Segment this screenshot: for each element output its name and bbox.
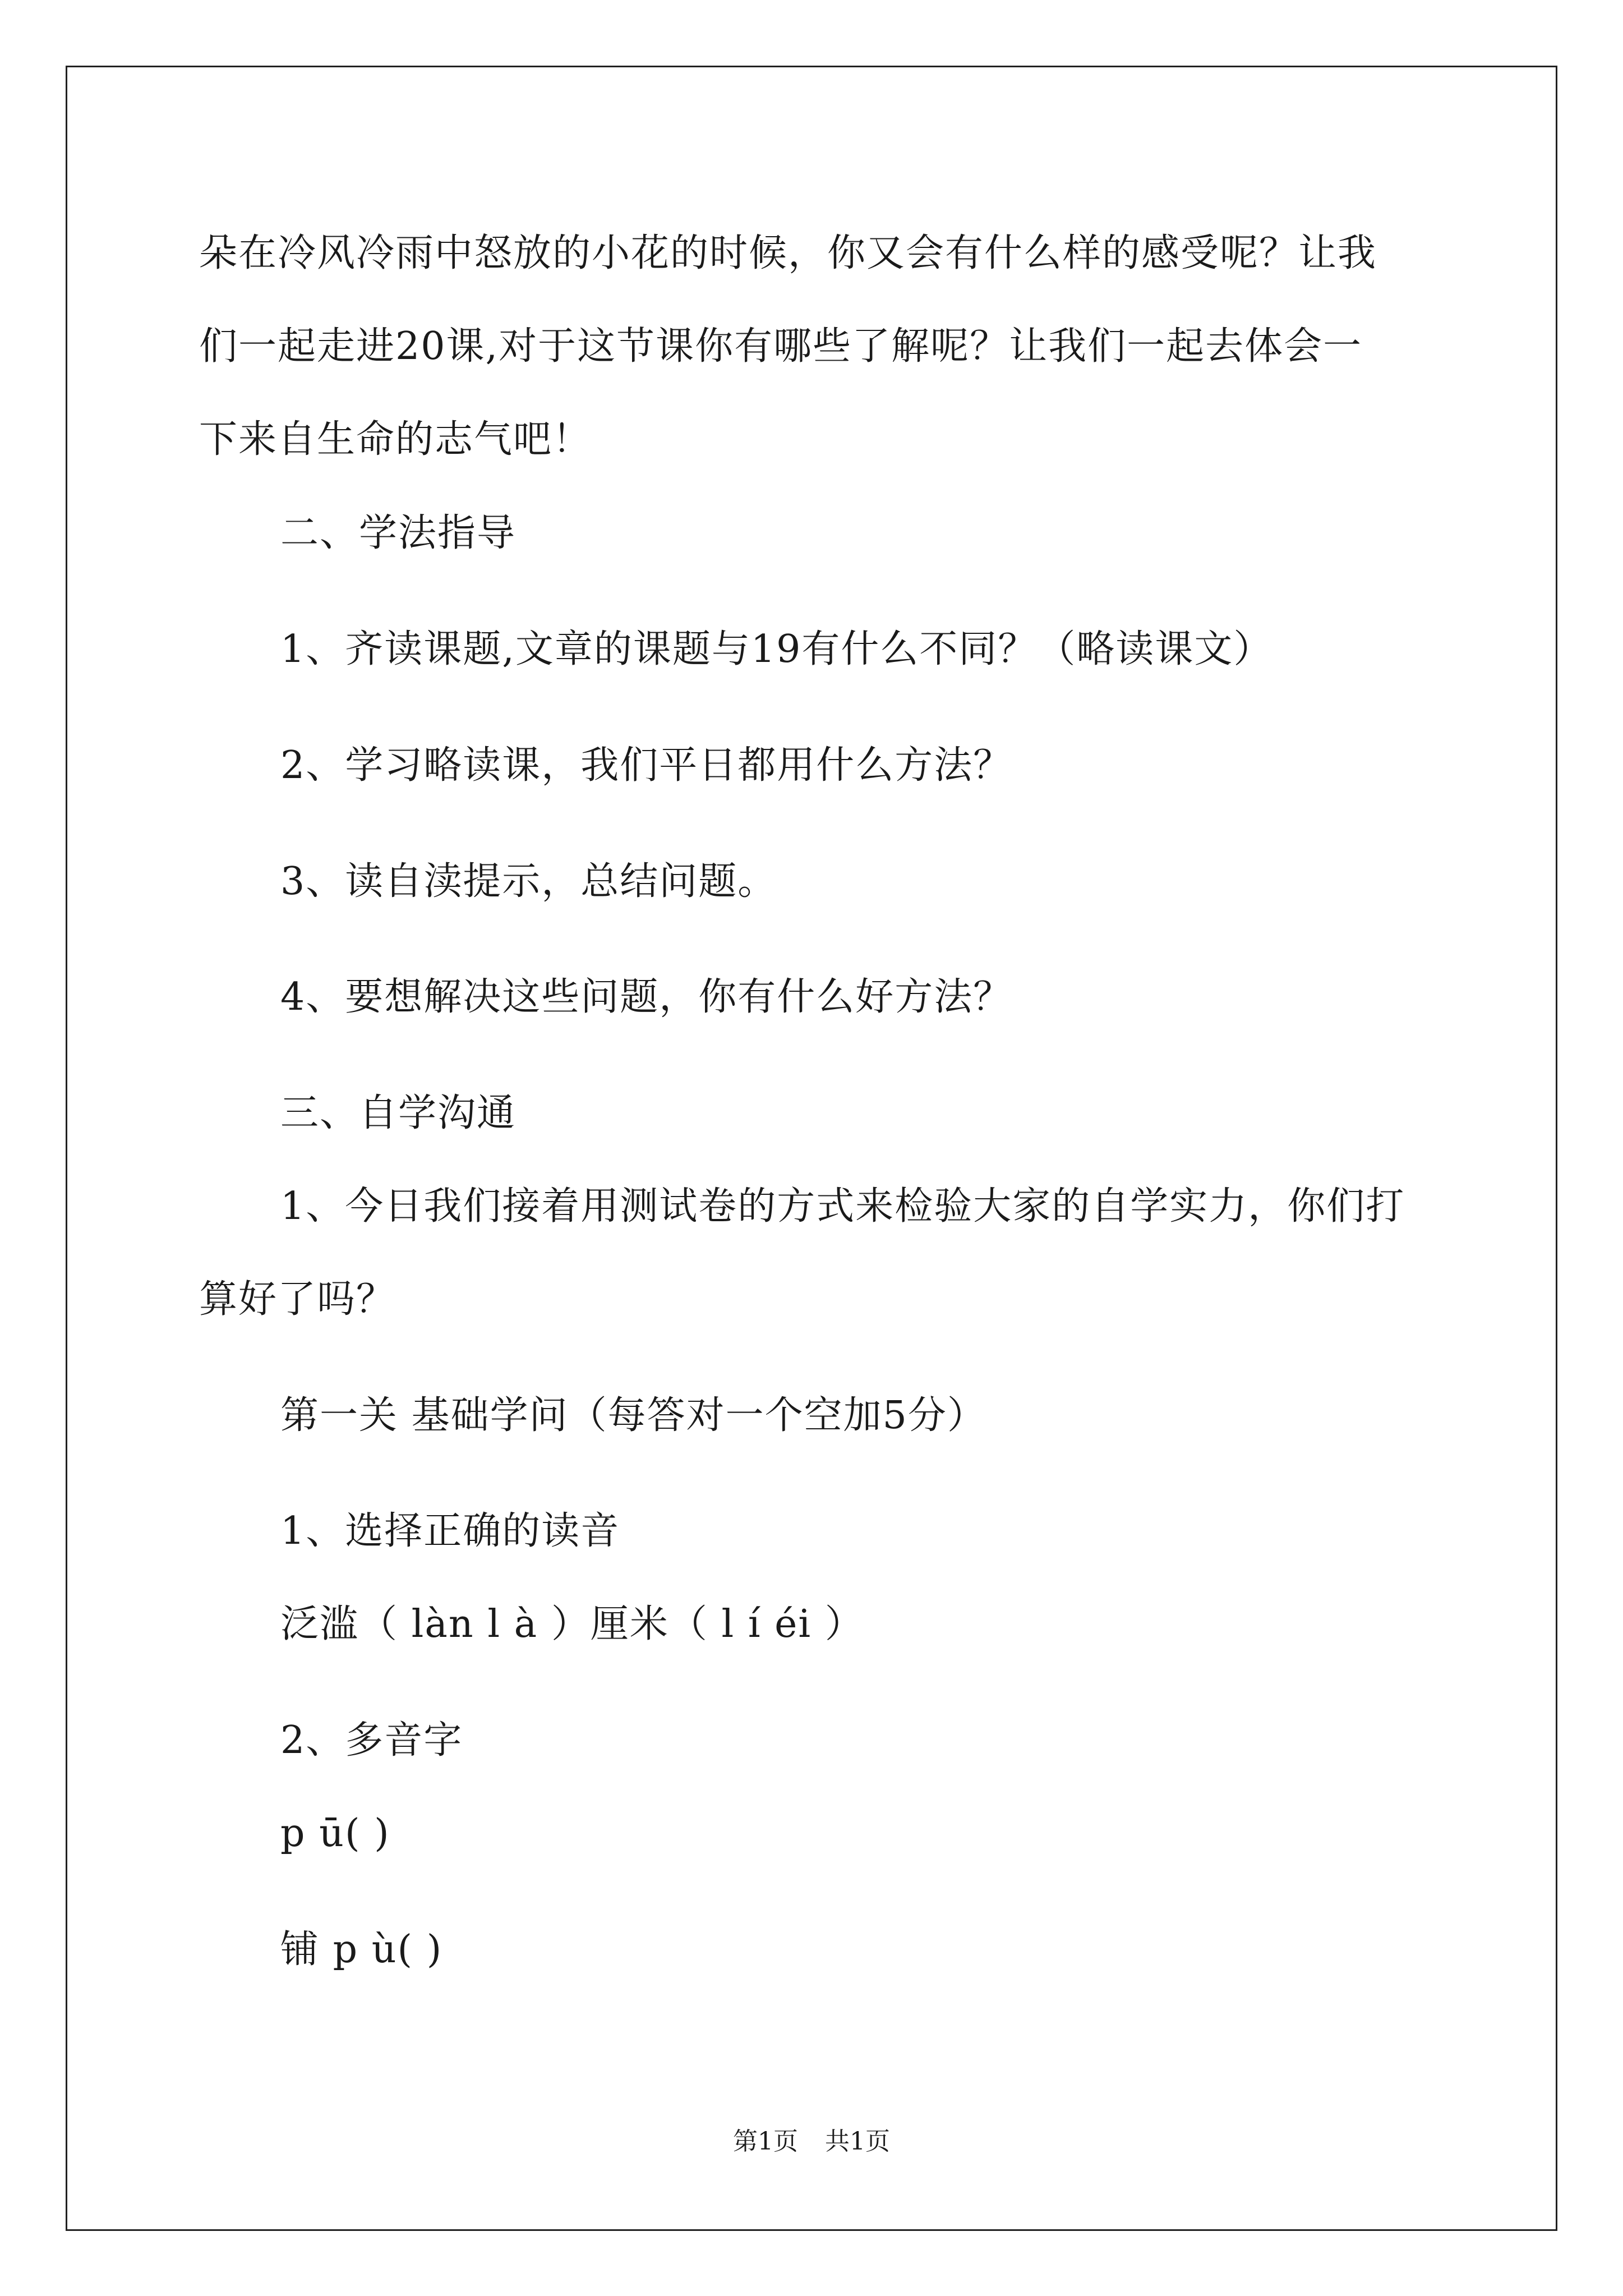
paragraph-line-1: 朵在冷风冷雨中怒放的小花的时候，你又会有什么样的感受呢？让我	[199, 231, 1377, 275]
page-footer	[0, 2126, 1623, 2157]
page-total: 共1页	[825, 2127, 890, 2156]
page-border	[66, 66, 1557, 2231]
question-polyphone: 2、多音字	[280, 1718, 463, 1763]
level-one-heading: 第一关 基础学问（每答对一个空加5分）	[280, 1393, 986, 1438]
section-heading-study-guide: 二、学法指导	[280, 511, 517, 555]
list-item-2: 2、学习略读课，我们平日都用什么方法？	[280, 743, 1013, 788]
list-item-3: 3、读自渎提示，总结问题。	[280, 859, 777, 904]
paragraph-line-3: 下来自生命的志气吧！	[199, 417, 592, 462]
page-number: 第1页	[733, 2127, 798, 2156]
list-item-4: 4、要想解决这些问题，你有什么好方法？	[280, 975, 1013, 1019]
polyphone-item-2: 铺 p ù( )	[280, 1927, 443, 1972]
paragraph-line-2: 们一起走进20课,对于这节课你有哪些了解呢？让我们一起去体会一	[199, 324, 1363, 369]
question-pronunciation: 1、选择正确的读音	[280, 1509, 620, 1553]
list-item-1: 1、齐读课题,文章的课题与19有什么不同？（略读课文）	[280, 627, 1273, 671]
pronunciation-items: 泛滥（ làn l à ）厘米（ l í éi ）	[280, 1602, 864, 1646]
section-heading-self-study: 三、自学沟通	[280, 1091, 517, 1135]
polyphone-item-1: p ū( )	[280, 1811, 390, 1856]
paragraph-self-study-line-1: 1、今日我们接着用测试卷的方式来检验大家的自学实力，你们打	[280, 1184, 1405, 1228]
paragraph-self-study-line-2: 算好了吗？	[199, 1277, 396, 1322]
